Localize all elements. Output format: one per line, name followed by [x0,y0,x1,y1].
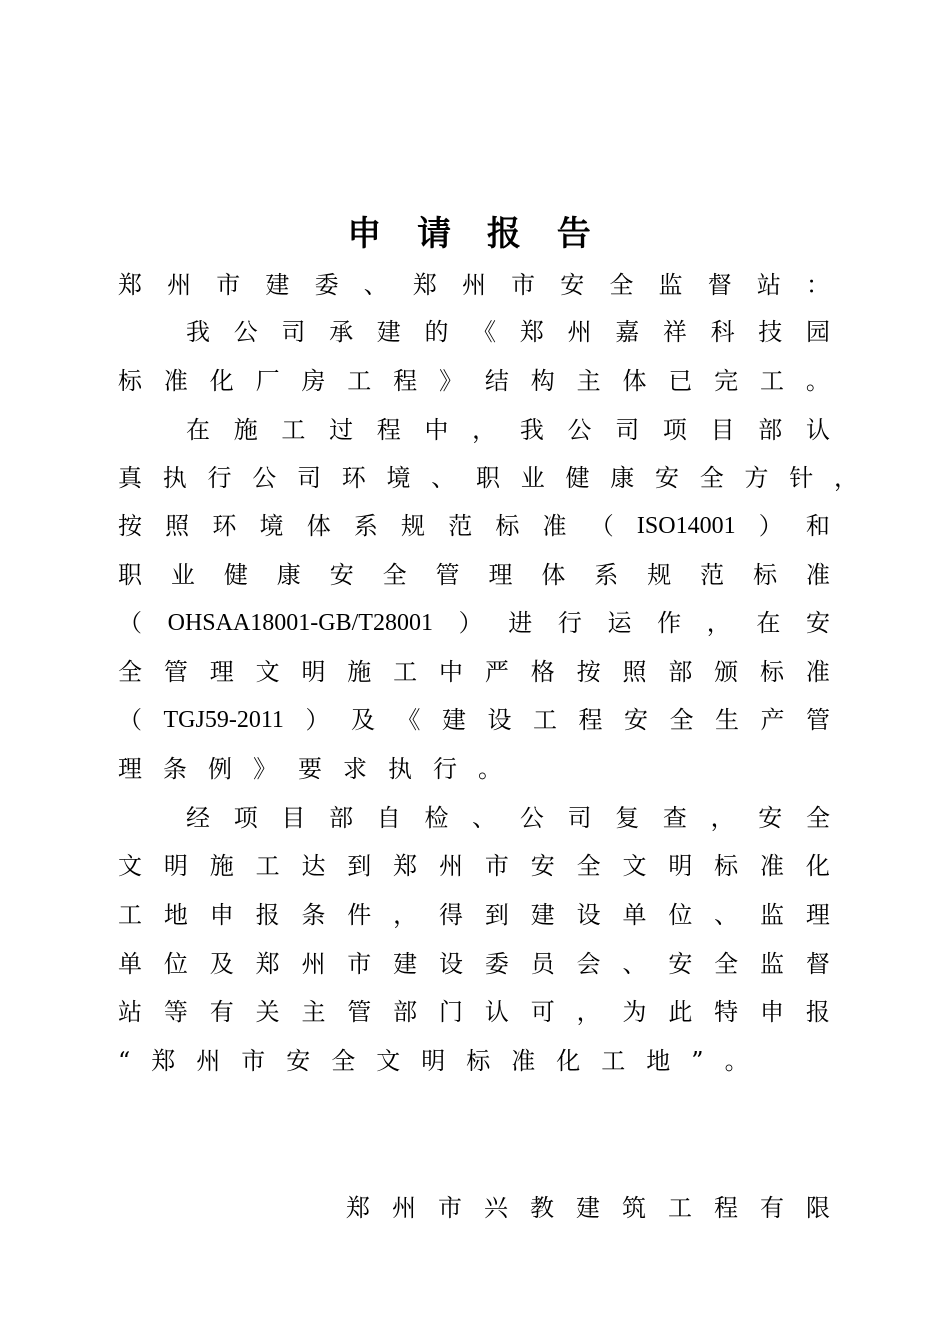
char-token: 州 [439,852,464,880]
char-token: 范 [448,512,473,540]
char-token: 全 [699,464,724,492]
char-token: 科 [710,318,735,346]
char-token: 准 [760,852,785,880]
char-token: 过 [329,416,354,444]
char-token: 工 [281,416,306,444]
char-token: 的 [424,318,449,346]
char-token: “ [118,1047,131,1075]
char-token: 准 [542,512,567,540]
char-token: 工 [601,1047,626,1075]
char-token: 规 [647,561,672,589]
char-token: 《 [396,706,421,734]
char-token: 结 [484,367,509,395]
char-token: 按 [118,512,142,540]
char-token: 此 [668,998,693,1026]
char-token: 康 [610,464,635,492]
char-token: 复 [615,804,640,832]
char-token: 体 [622,367,647,395]
char-token: 经 [186,804,210,832]
char-token: 程 [393,367,418,395]
body-line [118,992,830,1032]
char-token: 员 [530,950,555,978]
char-token: 州 [167,271,192,299]
char-token: 市 [438,1194,462,1222]
char-token: 照 [622,658,647,686]
char-token: 市 [484,852,509,880]
char-token: 司 [567,804,592,832]
char-token: 州 [196,1047,221,1075]
char-token: 站 [756,271,781,299]
char-token: 准 [805,561,830,589]
char-token: 标 [760,658,785,686]
char-token: ， [472,416,497,444]
char-token: 全 [714,950,739,978]
char-token: 我 [186,318,210,346]
char-token: 条 [163,755,187,783]
document-title: 申 请 报 告 [347,214,603,254]
char-token: 生 [714,706,739,734]
char-token: 职 [118,561,142,589]
char-token: 到 [484,901,509,929]
char-token: 司 [615,416,640,444]
char-token: 园 [805,318,830,346]
char-token: 真 [118,464,142,492]
char-token: 委 [314,271,339,299]
char-token: 颁 [714,658,739,686]
char-token: 及 [209,950,234,978]
char-token: 到 [347,852,372,880]
char-token: 安 [560,271,585,299]
char-token: 厂 [255,367,280,395]
char-token: 得 [439,901,464,929]
char-token: 郑 [412,271,437,299]
char-token: 自 [376,804,401,832]
char-token: 境 [386,464,411,492]
char-token: 为 [622,998,647,1026]
char-token: 理 [488,561,513,589]
char-token: ， [576,998,601,1026]
code-token: TGJ59-2011 [163,707,284,733]
body-line [118,555,830,595]
char-token: 求 [343,755,367,783]
char-token: ， [706,609,731,637]
char-token: 理 [805,901,830,929]
char-token: 、 [622,950,647,978]
char-token: 文 [622,852,647,880]
char-token: 位 [163,950,188,978]
char-token: 部 [668,658,693,686]
char-token: 等 [163,998,188,1026]
char-token: 工 [118,901,142,929]
body-line [118,458,858,498]
char-token: 系 [594,561,619,589]
char-token: 严 [484,658,509,686]
char-token: 部 [393,998,418,1026]
char-token: ） [458,609,483,637]
char-token: ， [834,464,858,492]
char-token: 关 [255,998,280,1026]
char-token: 环 [341,464,366,492]
char-token: 明 [421,1047,446,1075]
char-token: 及 [350,706,375,734]
char-token: 检 [424,804,449,832]
char-token: 市 [241,1047,266,1075]
char-token: 可 [530,998,555,1026]
body-line [118,700,830,740]
char-token: 完 [714,367,739,395]
char-token: 程 [578,706,603,734]
char-token: 监 [658,271,683,299]
char-token: 标 [118,367,142,395]
char-token: 中 [424,416,449,444]
char-token: 化 [805,852,830,880]
char-token: 单 [118,950,142,978]
char-token: 会 [576,950,601,978]
char-token: 认 [484,998,509,1026]
char-token: 行 [557,609,582,637]
char-token: 司 [281,318,306,346]
char-token: 工 [532,706,557,734]
char-token: 管 [805,706,830,734]
char-token: 司 [297,464,321,492]
char-token: ， [393,901,418,929]
char-token: 安 [530,852,555,880]
char-token: 行 [433,755,457,783]
char-token: 在 [756,609,781,637]
code-token: OHSAA18001-GB/T28001 [167,610,433,636]
char-token: 在 [186,416,210,444]
body-line [118,652,830,692]
char-token: 准 [511,1047,536,1075]
char-token: 化 [209,367,234,395]
char-token: 施 [233,416,258,444]
char-token: 明 [163,852,188,880]
char-token: 设 [439,950,464,978]
char-token: 健 [223,561,248,589]
char-token: 市 [347,950,372,978]
char-token: 健 [565,464,590,492]
char-token: 郑 [519,318,544,346]
char-token: 部 [329,804,354,832]
char-token: ） [305,706,330,734]
char-token: ） [758,512,783,540]
char-token: 限 [806,1194,830,1222]
char-token: 行 [207,464,232,492]
char-token: 业 [170,561,195,589]
char-token: 文 [376,1047,401,1075]
char-token: 郑 [346,1194,370,1222]
body-line [186,312,830,352]
body-line [118,506,830,546]
char-token: 监 [760,950,785,978]
char-token: 中 [439,658,464,686]
char-token: 项 [662,416,687,444]
body-line [118,603,830,643]
char-token: 建 [265,271,290,299]
char-token: 报 [255,901,280,929]
char-token: 管 [435,561,460,589]
char-token: 位 [668,901,693,929]
char-token: 标 [714,852,739,880]
char-token: 我 [519,416,544,444]
body-line [186,798,830,838]
char-token: 执 [162,464,187,492]
char-token: 《 [472,318,497,346]
char-token: 建 [576,1194,600,1222]
char-token: 全 [576,852,601,880]
char-token: 公 [233,318,258,346]
char-token: 督 [805,950,830,978]
char-token: 技 [758,318,783,346]
char-token: 部 [758,416,783,444]
char-token: 按 [576,658,601,686]
char-token: 标 [753,561,778,589]
char-token: 康 [276,561,301,589]
char-token: 全 [669,706,694,734]
char-token: 特 [714,998,739,1026]
char-token: 理 [209,658,234,686]
char-token: 州 [461,271,486,299]
char-token: 进 [508,609,533,637]
body-line [118,846,830,886]
signature-line [346,1188,830,1228]
char-token: 郑 [393,852,418,880]
char-token: 标 [466,1047,491,1075]
char-token: 准 [805,658,830,686]
char-token: 管 [347,998,372,1026]
char-token: 站 [118,998,142,1026]
char-token: 、 [472,804,497,832]
char-token: 主 [576,367,601,395]
char-token: 产 [760,706,785,734]
char-token: 工 [668,1194,692,1222]
char-token: 建 [441,706,466,734]
char-token: 承 [329,318,354,346]
char-token: 查 [662,804,687,832]
char-token: 达 [301,852,326,880]
char-token: 程 [376,416,401,444]
char-token: 公 [252,464,277,492]
char-token: 单 [622,901,647,929]
char-token: 格 [530,658,555,686]
char-token: 例 [208,755,232,783]
char-token: 设 [487,706,512,734]
char-token: （ [589,512,614,540]
body-line [118,361,830,401]
char-token: 要 [298,755,322,783]
char-token: 、 [714,901,739,929]
code-token: ISO14001 [636,513,736,539]
char-token: 已 [668,367,693,395]
char-token: 。 [724,1047,749,1075]
char-token: 地 [646,1047,671,1075]
char-token: 目 [710,416,735,444]
char-token: 工 [393,658,418,686]
char-token: 报 [805,998,830,1026]
char-token: 州 [301,950,326,978]
char-token: 》 [439,367,464,395]
char-token: 申 [209,901,234,929]
char-token: 门 [439,998,464,1026]
char-token: 安 [758,804,783,832]
char-token: 文 [255,658,280,686]
char-token: 职 [476,464,500,492]
char-token: 主 [301,998,326,1026]
char-token: 境 [259,512,284,540]
body-line [118,1041,830,1081]
char-token: 州 [392,1194,416,1222]
char-token: 业 [520,464,545,492]
char-token: ， [710,804,735,832]
char-token: 安 [623,706,648,734]
char-token: 。 [805,367,830,395]
body-line [186,410,830,450]
char-token: 州 [567,318,592,346]
char-token: 监 [760,901,785,929]
char-token: 全 [805,804,830,832]
body-line [118,895,830,935]
char-token: ： [805,271,830,299]
char-token: 运 [607,609,632,637]
char-token: 安 [668,950,693,978]
salutation-line [118,265,830,305]
char-token: 施 [347,658,372,686]
char-token: 执 [388,755,412,783]
char-token: 有 [209,998,234,1026]
char-token: 筑 [622,1194,646,1222]
char-token: 地 [163,901,188,929]
char-token: 文 [118,852,142,880]
char-token: 程 [714,1194,738,1222]
char-token: 准 [163,367,188,395]
char-token: 方 [744,464,769,492]
char-token: 。 [478,755,502,783]
char-token: 理 [118,755,142,783]
char-token: 安 [286,1047,311,1075]
char-token: 市 [511,271,536,299]
char-token: 全 [609,271,634,299]
char-token: 和 [805,512,830,540]
char-token: 郑 [255,950,280,978]
char-token: 环 [212,512,237,540]
char-token: 郑 [151,1047,176,1075]
char-token: 目 [281,804,306,832]
char-token: 工 [760,367,785,395]
body-line [118,749,830,789]
char-token: 兴 [484,1194,508,1222]
char-token: 明 [301,658,326,686]
char-token: 针 [789,464,814,492]
char-token: 构 [530,367,555,395]
char-token: 体 [541,561,566,589]
char-token: 申 [760,998,785,1026]
char-token: 工 [347,367,372,395]
char-token: 建 [393,950,418,978]
char-token: 全 [331,1047,356,1075]
char-token: 市 [216,271,241,299]
char-token: 全 [382,561,407,589]
char-token: 安 [655,464,679,492]
char-token: 祥 [662,318,687,346]
char-token: 明 [668,852,693,880]
char-token: （ [118,706,142,734]
char-token: 督 [707,271,732,299]
char-token: 房 [301,367,326,395]
char-token: 嘉 [615,318,640,346]
char-token: 公 [567,416,592,444]
char-token: 系 [353,512,378,540]
char-token: 有 [760,1194,784,1222]
char-token: 设 [576,901,601,929]
char-token: 认 [805,416,830,444]
char-token: ” [691,1047,704,1075]
char-token: 体 [306,512,331,540]
char-token: 条 [301,901,326,929]
char-token: 管 [163,658,188,686]
char-token: 安 [805,609,830,637]
char-token: 建 [530,901,555,929]
char-token: 照 [165,512,190,540]
char-token: 教 [530,1194,554,1222]
char-token: 全 [118,658,142,686]
char-token: 》 [253,755,277,783]
char-token: 化 [556,1047,581,1075]
char-token: 安 [329,561,354,589]
char-token: 标 [495,512,520,540]
char-token: 范 [700,561,725,589]
char-token: 公 [519,804,544,832]
char-token: 规 [401,512,426,540]
body-line [118,944,830,984]
char-token: （ [118,609,142,637]
char-token: 郑 [118,271,142,299]
char-token: 件 [347,901,372,929]
char-token: 施 [209,852,234,880]
char-token: 建 [376,318,401,346]
char-token: 项 [233,804,258,832]
char-token: 、 [431,464,456,492]
char-token: 委 [484,950,509,978]
char-token: 、 [363,271,388,299]
char-token: 工 [255,852,280,880]
char-token: 作 [657,609,682,637]
